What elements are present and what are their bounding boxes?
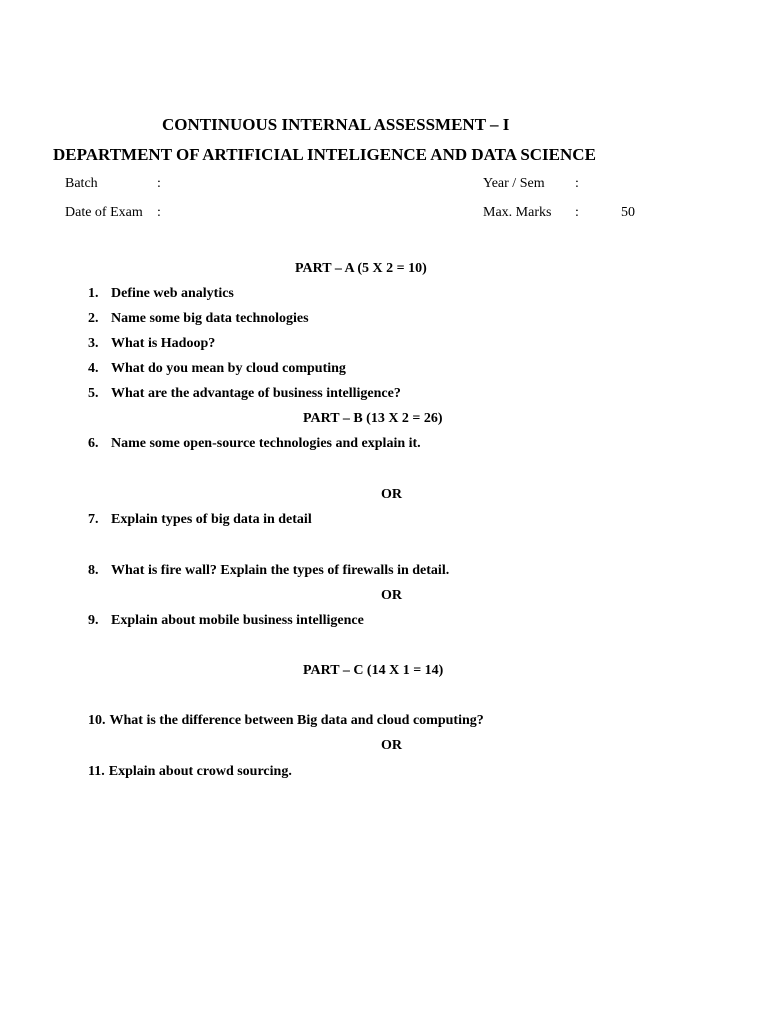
question-number: 1. bbox=[88, 286, 99, 301]
question-text: Explain types of big data in detail bbox=[111, 512, 312, 527]
question-10 bbox=[88, 713, 484, 729]
max-marks-value: 50 bbox=[621, 205, 635, 220]
question-9 bbox=[88, 613, 364, 629]
question-7 bbox=[88, 512, 312, 528]
or-separator: OR bbox=[381, 487, 402, 502]
part-c-heading: PART – C (14 X 1 = 14) bbox=[303, 663, 444, 678]
part-b-heading: PART – B (13 X 2 = 26) bbox=[303, 411, 443, 426]
assessment-title: CONTINUOUS INTERNAL ASSESSMENT – I bbox=[162, 115, 510, 134]
or-separator: OR bbox=[381, 738, 402, 753]
part-a-heading: PART – A (5 X 2 = 10) bbox=[295, 261, 427, 276]
question-4 bbox=[88, 361, 346, 377]
question-number: 6. bbox=[88, 436, 99, 451]
question-5 bbox=[88, 386, 401, 402]
max-marks-colon: : bbox=[575, 205, 579, 220]
question-text: Explain about mobile business intelligence bbox=[111, 613, 364, 628]
question-text: What is fire wall? Explain the types of firewalls in detail. bbox=[111, 563, 450, 578]
question-text: Name some open-source technologies and explain it. bbox=[111, 436, 421, 451]
date-of-exam-colon: : bbox=[157, 205, 161, 220]
question-text: Name some big data technologies bbox=[111, 311, 309, 326]
question-number: 9. bbox=[88, 613, 99, 628]
year-sem-label: Year / Sem bbox=[483, 176, 545, 191]
date-of-exam-label: Date of Exam bbox=[65, 205, 143, 220]
question-text: What do you mean by cloud computing bbox=[111, 361, 346, 376]
question-number: 11. bbox=[88, 764, 105, 779]
question-2 bbox=[88, 311, 309, 327]
question-number: 2. bbox=[88, 311, 99, 326]
question-text: Define web analytics bbox=[111, 286, 234, 301]
or-separator: OR bbox=[381, 588, 402, 603]
question-3 bbox=[88, 336, 215, 352]
max-marks-label: Max. Marks bbox=[483, 205, 552, 220]
question-11 bbox=[88, 764, 292, 780]
question-number: 10. bbox=[88, 713, 106, 728]
year-sem-colon: : bbox=[575, 176, 579, 191]
question-number: 8. bbox=[88, 563, 99, 578]
question-6 bbox=[88, 436, 421, 452]
question-number: 3. bbox=[88, 336, 99, 351]
question-text: What is the difference between Big data and cloud computing? bbox=[109, 713, 484, 728]
question-text: Explain about crowd sourcing. bbox=[108, 764, 292, 779]
batch-label: Batch bbox=[65, 176, 98, 191]
question-text: What are the advantage of business intelligence? bbox=[111, 386, 401, 401]
question-number: 5. bbox=[88, 386, 99, 401]
question-number: 7. bbox=[88, 512, 99, 527]
question-1 bbox=[88, 286, 234, 302]
department-title: DEPARTMENT OF ARTIFICIAL INTELIGENCE AND DATA SCIENCE bbox=[53, 145, 596, 164]
question-8 bbox=[88, 563, 449, 579]
batch-colon: : bbox=[157, 176, 161, 191]
question-number: 4. bbox=[88, 361, 99, 376]
question-text: What is Hadoop? bbox=[111, 336, 216, 351]
